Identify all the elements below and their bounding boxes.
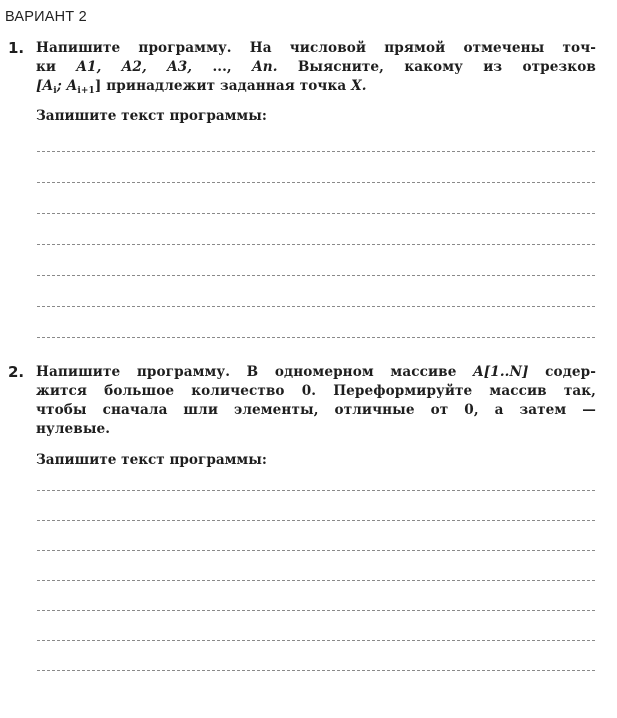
answer-line[interactable] [37, 610, 595, 611]
statement-line: Напишите программу. На числовой прямой отмечены точ- [36, 40, 596, 56]
statement-line [36, 77, 596, 96]
ellipsis: ..., [212, 59, 232, 75]
variant-heading: ВАРИАНТ 2 [5, 9, 87, 25]
answer-line[interactable] [37, 490, 595, 491]
answer-line[interactable] [37, 275, 595, 276]
statement-line: нулевые. [36, 421, 111, 437]
answer-line[interactable] [37, 550, 595, 551]
answer-line[interactable] [37, 640, 595, 641]
statement-text: ки [36, 59, 57, 75]
answer-line[interactable] [37, 337, 595, 338]
task-1-statement [36, 39, 596, 96]
answer-instruction: Запишите текст программы: [36, 108, 267, 124]
array-notation: A[1..N] [473, 364, 529, 380]
interval-notation: [$A_i$; $A_{i+1}$] [36, 78, 102, 96]
point-label: X. [351, 78, 367, 94]
answer-line[interactable] [37, 306, 595, 307]
answer-line[interactable] [37, 580, 595, 581]
point-label: A3, [167, 59, 193, 75]
point-label: An. [252, 59, 278, 75]
answer-line[interactable] [37, 670, 595, 671]
task-number: 2. [8, 363, 25, 381]
answer-line[interactable] [37, 244, 595, 245]
answer-line[interactable] [37, 151, 595, 152]
statement-line: чтобы сначала шли элементы, отличные от 0, а затем — [36, 402, 596, 418]
answer-line[interactable] [37, 213, 595, 214]
answer-line[interactable] [37, 520, 595, 521]
answer-instruction: Запишите текст программы: [36, 452, 267, 468]
point-label: A1, [76, 59, 102, 75]
statement-text: содер- [545, 364, 596, 380]
statement-text: принадлежит заданная точка [106, 78, 347, 94]
task-number: 1. [8, 39, 25, 57]
statement-line [36, 58, 596, 77]
task-2-statement [36, 363, 596, 439]
statement-text: Напишите программу. В одномерном массиве [36, 364, 457, 380]
statement-line: жится большое количество 0. Переформируйте массив так, [36, 383, 596, 399]
answer-line[interactable] [37, 182, 595, 183]
point-label: A2, [121, 59, 147, 75]
statement-line [36, 363, 596, 382]
statement-text: Выясните, какому из отрезков [297, 59, 596, 75]
